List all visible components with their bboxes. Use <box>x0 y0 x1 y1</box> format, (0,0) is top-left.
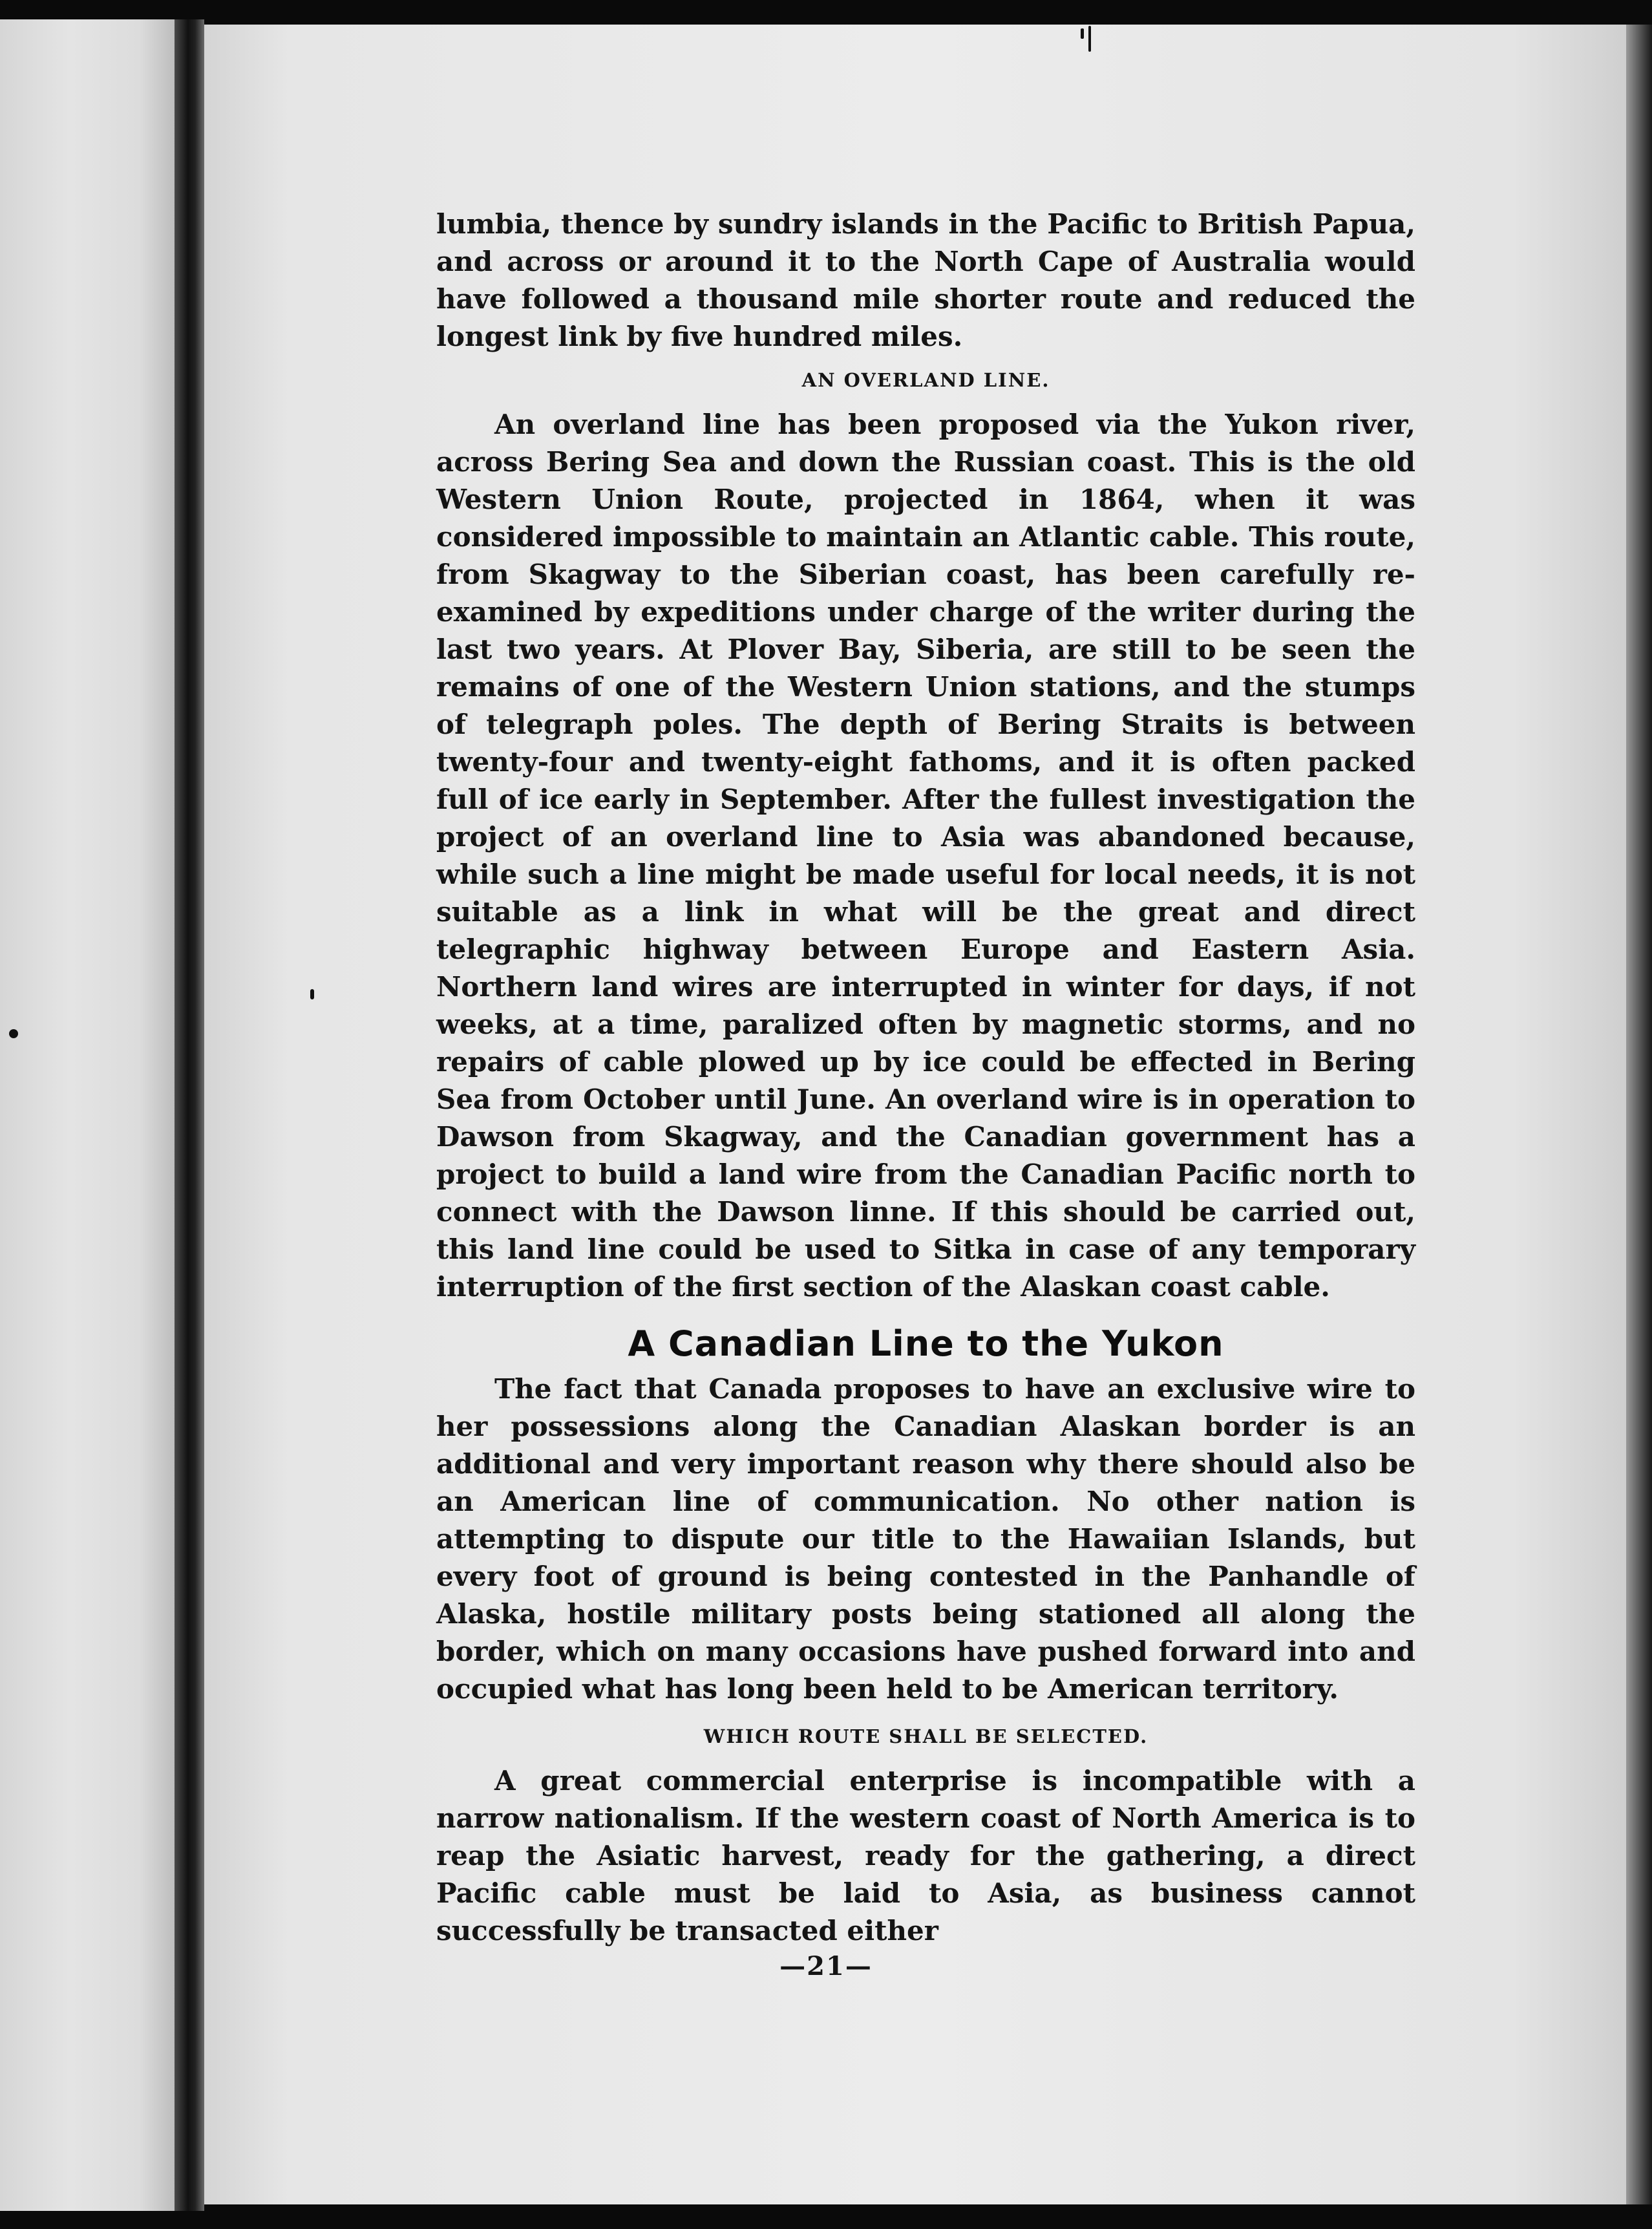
left-facing-page-edge <box>0 19 175 2211</box>
scan-speck <box>9 1029 18 1038</box>
paragraph-route-selection: A great commercial enterprise is incompatible with a narrow nationalism. If the western coast of North America is to reap the Asiatic harvest, ready for the gathering, a direct Pacific cable must be laid to Asia, as business cannot successfully be transacted either <box>436 1765 1415 1946</box>
section-heading-route-selection: WHICH ROUTE SHALL BE SELECTED. <box>703 1725 1149 1747</box>
section-heading-overland-line: AN OVERLAND LINE. <box>801 369 1050 391</box>
page-right-edge-shadow <box>1626 25 1652 2204</box>
paragraph-overland-line: An overland line has been proposed via the Yukon river, across Bering Sea and down the Russian coast. This is the old Western Union Route, projected in 1864, when it was considered impossible to maintain an Atlantic cable. This route, from Skagway to the Siberian coast, has been carefully re-examined by expeditions under charge of the writer during the last two years. At Plover Bay, Siberia, are still to be seen the remains of one of the Western Union stations, and the stumps of telegraph poles. The depth of Bering Straits is between twenty-four and twenty-eight fathoms, and it is often packed full of ice early in September. After the fullest investigation the project of an overland line to Asia was abandoned because, while such a line might be made useful for local needs, it is not suitable as a link in what will be the great and direct telegraphic highway between Europe and Eastern Asia. Northern land wires are interrupted in winter for days, if not weeks, at a time, paralized often by magnetic storms, and no repairs of cable plowed up by ice could be effected in Bering Sea from October until June. An overland wire is in operation to Dawson from Skagway, and the Canadian government has a project to build a land wire from the Canadian Pacific north to connect with the Dawson linne. If this should be carried out, this land line could be used to Sitka in case of any temporary interruption of the first section of the Alaskan coast cable. <box>436 409 1415 1303</box>
paragraph-continuation: lumbia, thence by sundry islands in the Pacific to British Papua, and across or around it to the North Cape of Australia would have followed a thousand mile shorter route and reduced the longest link by five hundred miles. <box>436 208 1415 352</box>
book-gutter <box>175 19 204 2211</box>
paragraph-canadian-line: The fact that Canada proposes to have an exclusive wire to her possessions along the Canadian Alaskan border is an additional and very important reason why there should also be an American line of communication. No other nation is attempting to dispute our title to the Hawaiian Islands, but every foot of ground is being contested in the Panhandle of Alaska, hostile military posts being stationed all along the border, which on many occasions have pushed forward into and occupied what has long been held to be American territory. <box>436 1373 1415 1705</box>
scan-speck <box>310 989 314 999</box>
section-heading-canadian-line: A Canadian Line to the Yukon <box>628 1323 1224 1364</box>
scan-speck <box>1088 26 1091 52</box>
scan-speck <box>1081 28 1084 39</box>
body-text <box>436 206 1415 1950</box>
page-number: —21— <box>779 1951 873 1981</box>
